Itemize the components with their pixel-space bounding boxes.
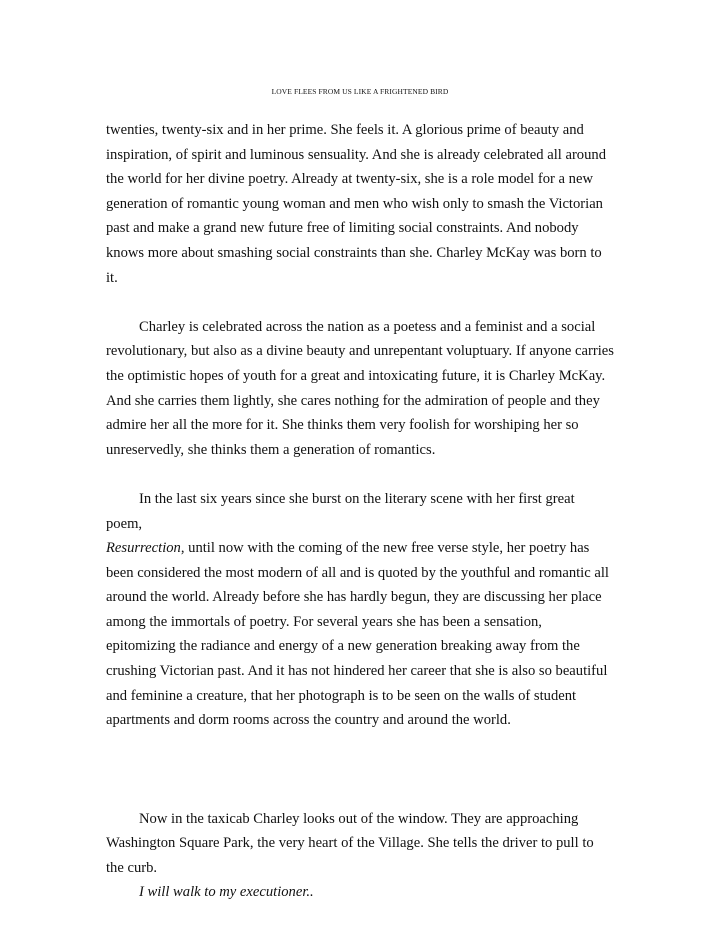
paragraph-3-rest: , until now with the coming of the new free verse style, her poetry has been considered the most modern of all and is quoted by the youthful and romantic all around the world. Already before she has hardly begun, they are discussing her place among the immortals of poetry. For several years she has been a sensation, epitomizing the radiance and energy of a new generation breaking away from the crushing Victorian past. And it has not hindered her career that she is also so beautiful and feminine a creature, that her photograph is to be seen on the walls of student apartments and dorm rooms across the country and around the world. [106,540,609,729]
running-header: LOVE FLEES FROM US LIKE A FRIGHTENED BIRD [271,87,449,96]
body-text [106,118,614,905]
paragraph-3 [106,487,614,733]
paragraph-3-lead: In the last six years since she burst on the literary scene with her first great poem, [106,490,575,532]
poem-title: Resurrection [106,540,181,557]
paragraph-1: twenties, twenty-six and in her prime. She feels it. A glorious prime of beauty and inspiration, of spirit and luminous sensuality. And she is already celebrated all around the world for her divine poetry. Already at twenty-six, she is a role model for a new generation of romantic young woman and men who wish only to smash the Victorian past and make a grand new future free of limiting social constraints. And nobody knows more about smashing social constraints than she. Charley McKay was born to it. [106,122,606,286]
paragraph-2: Charley is celebrated across the nation as a poetess and a feminist and a social revolutionary, but also as a divine beauty and unrepentant voluptuary. If anyone carries the optimistic hopes of youth for a great and intoxicating future, it is Charley McKay. And she carries them lightly, she cares nothing for the admiration of people and they admire her all the more for it. She thinks them very foolish for worshiping her so unreservedly, she thinks them a generation of romantics. [106,318,614,458]
paragraph-4: Now in the taxicab Charley looks out of the window. They are approaching Washington Square Park, the very heart of the Village. She tells the driver to pull to the curb. [106,810,594,876]
section-spacer [106,733,614,807]
paragraph-spacer [106,290,614,315]
paragraph-spacer [106,462,614,487]
italic-thought-line: I will walk to my executioner.. [139,884,314,901]
